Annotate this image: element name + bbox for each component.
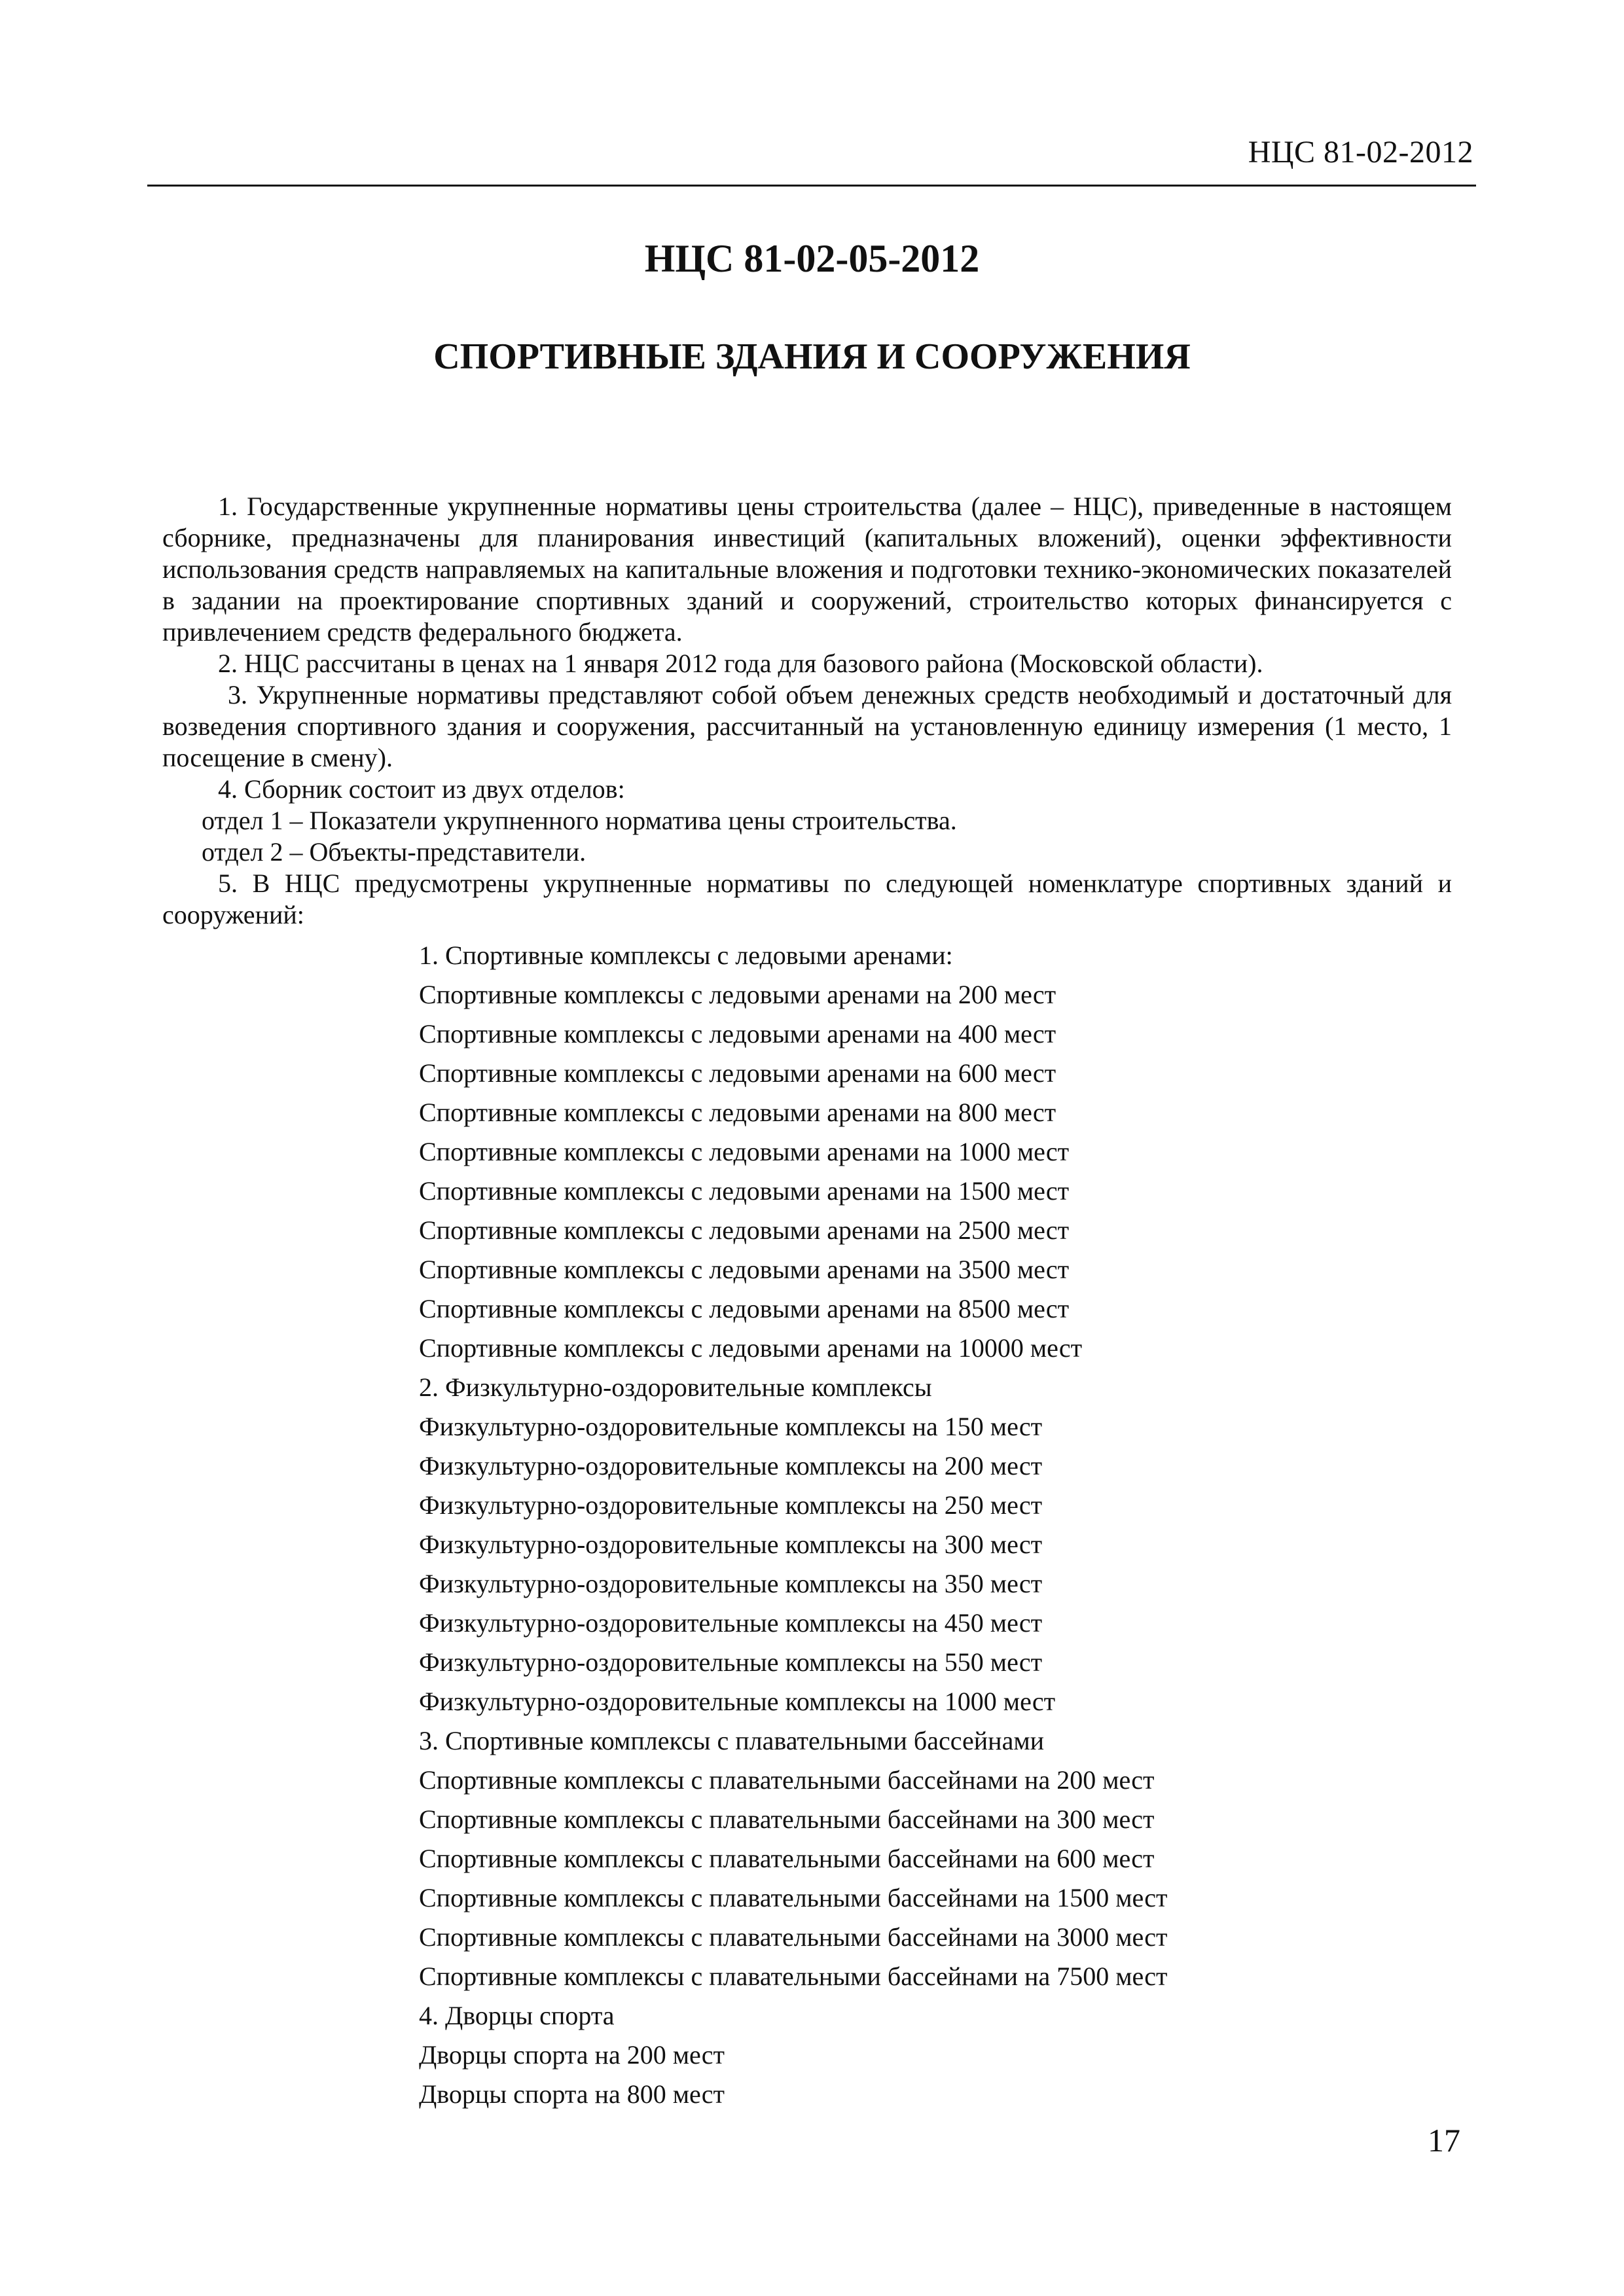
nomenclature-item: Физкультурно-оздоровительные комплексы на 450 мест [419,1608,1043,1638]
nomenclature-item: Физкультурно-оздоровительные комплексы на 200 мест [419,1451,1043,1480]
running-header: НЦС 81-02-2012 [1248,135,1473,170]
nomenclature-item: Спортивные комплексы с ледовыми аренами на 800 мест [419,1098,1056,1127]
paragraph-2: 2. НЦС рассчитаны в ценах на 1 января 2012 года для базового района (Московской области). [218,649,1263,678]
paragraph-4: 4. Сборник состоит из двух отделов: [218,774,625,804]
paragraph-1: 1. Государственные укрупненные нормативы цены строительства (далее – НЦС), приведенные в настоящем сборнике, предназначены для планирования инвестиций (капитальных вложений), оценки эффективности использования средств направляемых на капитальные вложения и подготовки технико-экономических показателей в задании на проектирование спортивных зданий и сооружений, строительство которых финансируется с привлечением средств федерального бюджета. [162,492,1452,647]
nomenclature-item: Дворцы спорта на 200 мест [419,2040,725,2070]
nomenclature-item: Спортивные комплексы с ледовыми аренами на 200 мест [419,980,1056,1009]
nomenclature-item: Физкультурно-оздоровительные комплексы на 250 мест [419,1490,1043,1520]
paragraph-5: 5. В НЦС предусмотрены укрупненные нормативы по следующей номенклатуре спортивных зданий и сооружений: [162,869,1452,929]
nomenclature-item: Спортивные комплексы с плавательными бассейнами на 600 мест [419,1844,1155,1873]
nomenclature-item: Спортивные комплексы с ледовыми аренами на 600 мест [419,1058,1056,1088]
nomenclature-item: Спортивные комплексы с плавательными бассейнами на 1500 мест [419,1883,1168,1912]
nomenclature-item: Спортивные комплексы с ледовыми аренами на 1000 мест [419,1137,1070,1166]
body-text [162,491,1452,931]
nomenclature-item: Спортивные комплексы с плавательными бассейнами на 7500 мест [419,1962,1168,1991]
document-code: НЦС 81-02-05-2012 [644,237,980,280]
document-title: СПОРТИВНЫЕ ЗДАНИЯ И СООРУЖЕНИЯ [433,336,1191,377]
nomenclature-item: Спортивные комплексы с плавательными бассейнами на 200 мест [419,1765,1155,1795]
nomenclature-group-heading: 4. Дворцы спорта [419,2001,615,2030]
nomenclature-item: Спортивные комплексы с плавательными бассейнами на 3000 мест [419,1922,1168,1952]
nomenclature-item: Физкультурно-оздоровительные комплексы на 1000 мест [419,1687,1056,1716]
nomenclature-item: Спортивные комплексы с ледовыми аренами на 1500 мест [419,1176,1070,1206]
nomenclature-item: Физкультурно-оздоровительные комплексы на 300 мест [419,1530,1043,1559]
nomenclature-item: Спортивные комплексы с ледовыми аренами на 3500 мест [419,1255,1070,1284]
nomenclature-item: Физкультурно-оздоровительные комплексы на 150 мест [419,1412,1043,1441]
nomenclature-group-heading: 3. Спортивные комплексы с плавательными бассейнами [419,1726,1045,1755]
paragraph-4-dept-2: отдел 2 – Объекты-представители. [202,837,586,867]
nomenclature-item: Спортивные комплексы с ледовыми аренами на 10000 мест [419,1333,1083,1363]
nomenclature-list [419,936,1335,2114]
page-number: 17 [1428,2122,1460,2159]
nomenclature-item: Спортивные комплексы с плавательными бассейнами на 300 мест [419,1804,1155,1834]
nomenclature-group-heading: 1. Спортивные комплексы с ледовыми аренами: [419,941,953,970]
nomenclature-item: Дворцы спорта на 800 мест [419,2079,725,2109]
paragraph-3: 3. Укрупненные нормативы представляют собой объем денежных средств необходимый и достаточный для возведения спортивного здания и сооружения, рассчитанный на установленную единицу измерения (1 место, 1 посещение в смену). [162,680,1452,772]
nomenclature-item: Спортивные комплексы с ледовыми аренами на 2500 мест [419,1215,1070,1245]
nomenclature-item: Физкультурно-оздоровительные комплексы на 550 мест [419,1647,1043,1677]
nomenclature-group-heading: 2. Физкультурно-оздоровительные комплексы [419,1372,932,1402]
paragraph-4-dept-1: отдел 1 – Показатели укрупненного норматива цены строительства. [202,806,957,835]
header-rule [147,185,1476,187]
nomenclature-item: Физкультурно-оздоровительные комплексы на 350 мест [419,1569,1043,1598]
nomenclature-item: Спортивные комплексы с ледовыми аренами на 400 мест [419,1019,1056,1049]
nomenclature-item: Спортивные комплексы с ледовыми аренами на 8500 мест [419,1294,1070,1323]
